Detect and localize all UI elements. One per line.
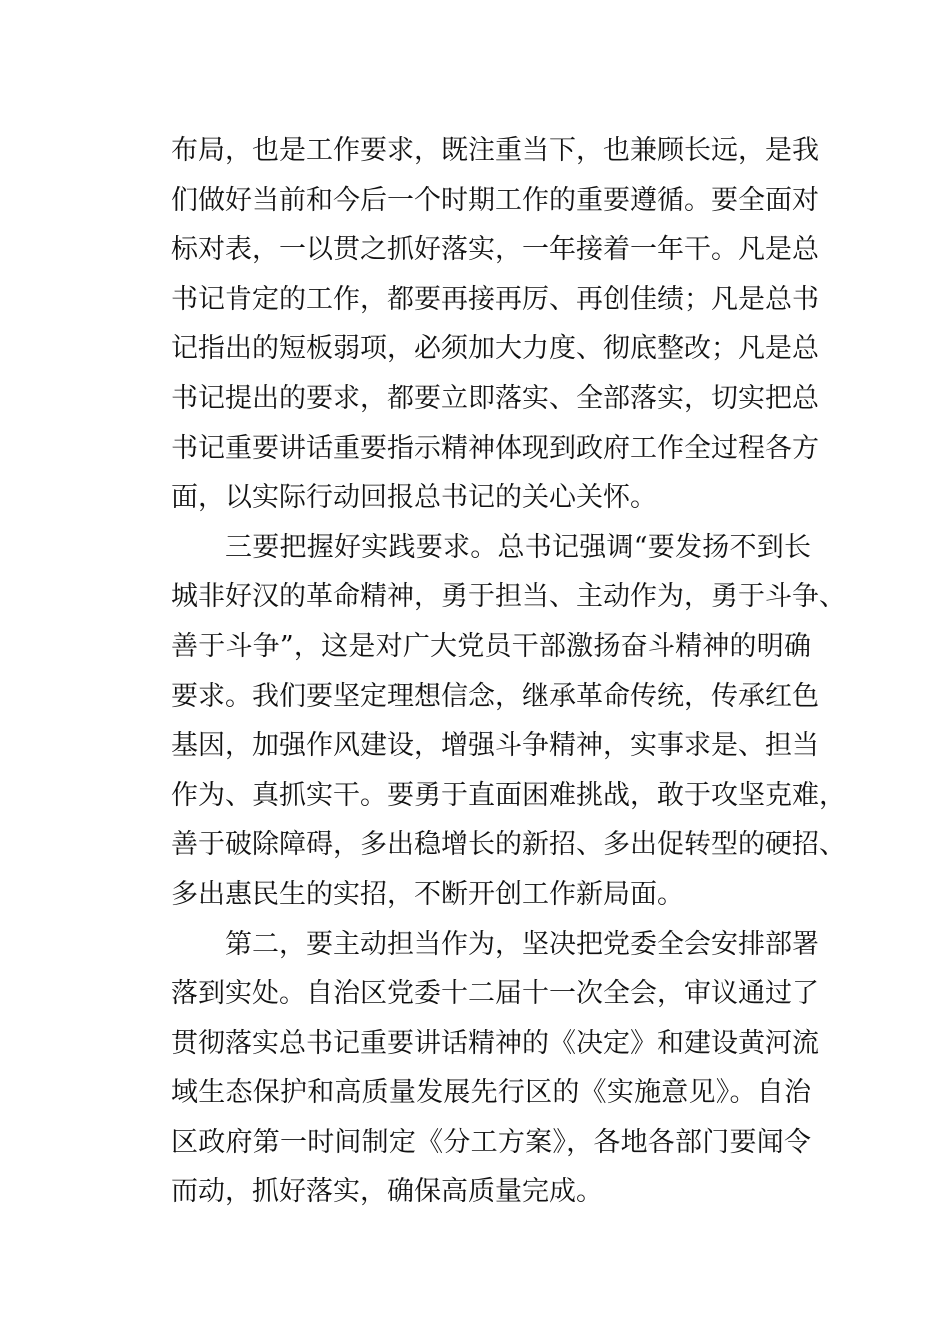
text-line: 书记重要讲话重要指示精神体现到政府工作全过程各方: [171, 432, 819, 464]
text-line: 作为、真抓实干。要勇于直面困难挑战，敢于攻坚克难，: [171, 779, 846, 811]
text-line: 面，以实际行动回报总书记的关心关怀。: [171, 482, 657, 514]
text-line: 善于斗争”，这是对广大党员干部激扬奋斗精神的明确: [171, 630, 811, 662]
text-line: 贯彻落实总书记重要讲话精神的《决定》和建设黄河流: [171, 1027, 819, 1059]
paragraph-3: [171, 920, 819, 1218]
text-line: 书记肯定的工作，都要再接再厉、再创佳绩；凡是总书: [171, 283, 819, 315]
text-line: 们做好当前和今后一个时期工作的重要遵循。要全面对: [171, 184, 819, 216]
text-line: 记指出的短板弱项，必须加大力度、彻底整改；凡是总: [171, 333, 819, 365]
text-line: 书记提出的要求，都要立即落实、全部落实，切实把总: [171, 382, 819, 414]
text-line: 第二，要主动担当作为，坚决把党委全会安排部署: [225, 928, 819, 960]
text-line: 区政府第一时间制定《分工方案》，各地各部门要闻令: [171, 1126, 811, 1158]
paragraph-2: [171, 523, 846, 920]
text-line: 三要把握好实践要求。总书记强调“要发扬不到长: [225, 531, 811, 563]
text-line: 布局，也是工作要求，既注重当下，也兼顾长远，是我: [171, 135, 819, 166]
text-line: 标对表，一以贯之抓好落实，一年接着一年干。凡是总: [171, 234, 819, 266]
body-text: [171, 126, 846, 1217]
text-line: 域生态保护和高质量发展先行区的《实施意见》。自治: [171, 1077, 811, 1109]
text-line: 善于破除障碍，多出稳增长的新招、多出促转型的硬招、: [171, 829, 846, 861]
text-line: 多出惠民生的实招，不断开创工作新局面。: [171, 878, 684, 910]
paragraph-1: [171, 126, 819, 523]
text-line: 而动，抓好落实，确保高质量完成。: [171, 1176, 603, 1208]
text-line: 城非好汉的革命精神，勇于担当、主动作为，勇于斗争、: [171, 581, 846, 613]
text-line: 要求。我们要坚定理想信念，继承革命传统，传承红色: [171, 680, 819, 712]
text-line: 基因，加强作风建设，增强斗争精神，实事求是、担当: [171, 730, 819, 762]
text-line: 落到实处。自治区党委十二届十一次全会，审议通过了: [171, 978, 819, 1010]
